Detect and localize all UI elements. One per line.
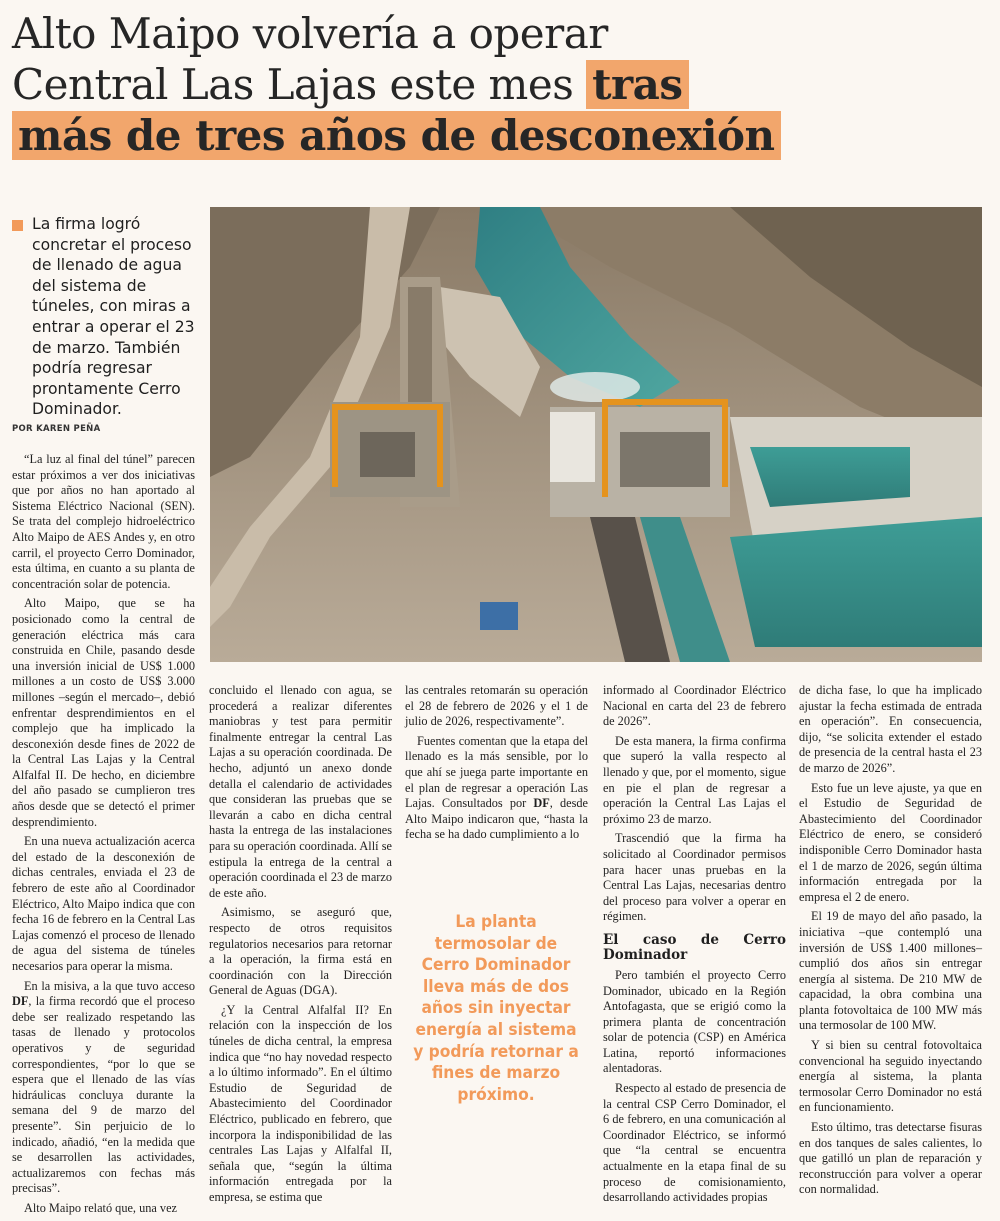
paragraph: El 19 de mayo del año pasado, la iniciativa –que contempló una inversión de US$ 1.400 millones– cumplió dos años sin entregar energía al sistema. De 210 MW de capacidad, la obra combina una planta fotovoltaica de 100 MW más una termosolar de 100 MW. [799,909,982,1033]
paragraph: informado al Coordinador Eléctrico Nacional en carta del 23 de febrero de 2026”. [603,683,786,729]
section-subhead: El caso de Cerro Dominador [603,931,786,963]
paragraph: “La luz al final del túnel” parecen estar próximos a ver dos iniciativas que por años no han aportado al Sistema Eléctrico Nacional (SEN). Se trata del complejo hidroeléctrico Alto Maipo de AES Andes y, en otro carril, el proyecto Cerro Dominador, esta última, en cuanto a su planta de concentración solar de potencia. [12,452,195,591]
text-run: En la misiva, a la que tuvo acceso [24,978,195,993]
article-column-4 [603,683,786,1210]
paragraph: Trascendió que la firma ha solicitado al Coordinador permisos para hacer unas pruebas en la Central Las Lajas, necesarias dentro del proceso para volver a operar en régimen. [603,831,786,924]
paragraph [12,979,195,1197]
headline-highlight-1: tras [586,60,688,109]
hydroelectric-intake-photo [210,207,982,662]
paragraph: Esto último, tras detectarse fisuras en dos tanques de sales calientes, lo que gatilló un plan de reparación y reconstrucción para volver a operar con normalidad. [799,1120,982,1197]
text-run: , desde Alto Maipo indicaron que, “hasta la fecha se ha dado cumplimiento a lo [405,796,588,842]
paragraph: Pero también el proyecto Cerro Dominador, ubicado en la Región Antofagasta, que se erigió como la primera planta de concentración solar de potencia (CSP) en América Latina, reportó informaciones alentadoras. [603,967,786,1076]
paragraph: ¿Y la Central Alfalfal II? En relación con la inspección de los túneles de dicha central, la empresa indica que “no hay novedad respecto a lo último informado”. En el último Estudio de Seguridad de Abastecimiento del Coordinador Eléctrico, publicado en febrero, que incorpora la indisponibilidad de las centrales Las Lajas y Alfalfal II, señala que, “según la última información entregada por la empresa, se estima que [209,1002,392,1204]
summary-text: La firma logró concretar el proceso de llenado de agua del sistema de túneles, con miras a entrar a operar el 23 de marzo. También podría regresar prontamente Cerro Dominador. [32,215,195,419]
headline-highlight-2: más de tres años de desconexión [12,111,781,160]
headline-line-1: Alto Maipo volvería a operar [12,9,608,58]
paragraph: En una nueva actualización acerca del estado de la desconexión de dichas centrales, enviada el 23 de febrero de este año al Coordinador Eléctrico, Alto Maipo indica que con fecha 16 de febrero en la Central Las Lajas comenzó el proceso de llenado de agua del sistema de túneles necesarios para operar la misma. [12,834,195,973]
paragraph: las centrales retomarán su operación el 28 de febrero de 2026 y el 1 de julio de 2026, respectivamente”. [405,683,588,729]
paragraph: Y si bien su central fotovoltaica convencional ha seguido inyectando energía al sistema, la planta termosolar Cerro Dominador no está en funcionamiento. [799,1038,982,1115]
headline [12,8,992,161]
article-column-5 [799,683,982,1202]
headline-line-2 [12,59,992,110]
paragraph: Asimismo, se aseguró que, respecto de otros requisitos regulatorios necesarios para retornar a la operación, la firma está en coordinación con la Dirección General de Aguas (DGA). [209,905,392,998]
df-mention: DF [12,994,29,1009]
text-run: , la firma recordó que el proceso debe ser realizado respetando las tasas de llenado y protocolos operativos y de seguridad correspondientes, “por lo que se espera que el llenado de las vías hidráulicas concluya durante la semana del 9 de marzo del presente”. Sin perjuicio de lo indicado, añadió, “en la medida que se desarrollen las actividades, actualizaremos con fechas más precisas”. [12,994,195,1196]
df-mention: DF [533,796,550,811]
paragraph: Esto fue un leve ajuste, ya que en el Estudio de Seguridad de Abastecimiento del Coordinador Eléctrico de enero, se consideró indisponible Cerro Dominador hasta el 1 de marzo de 2026, según última información entregada por la empresa el 2 de enero. [799,780,982,904]
paragraph [405,734,588,843]
article-column-3 [405,683,588,847]
square-bullet-icon [12,220,23,231]
paragraph: De esta manera, la firma confirma que superó la valla respecto al llenado y que, por el momento, sigue en pie el plan de regresar a operación la Central Las Lajas el próximo 23 de marzo. [603,733,786,826]
article-column-1 [12,452,195,1221]
headline-line-3 [12,110,992,161]
paragraph: concluido el llenado con agua, se procederá a realizar diferentes maniobras y test para permitir finalmente entregar la central Las Lajas a su operación coordinada. De hecho, adjuntó un anexo donde detalla el calendario de actividades que consideran las pruebas que se llevarán a cabo en dicha central hasta la entrega de las instalaciones para su operación coordinada. Allí se estipula la entrega de la central a operación coordinada el 23 de marzo de este año. [209,683,392,900]
lead-summary [12,214,200,420]
byline: POR KAREN PEÑA [12,424,101,434]
paragraph: Alto Maipo, que se ha posicionado como la central de generación eléctrica más cara construida en Chile, pasando desde una inversión inicial de US$ 1.000 millones a un costo de US$ 3.000 millones –según el mercado–, debió enfrentar desprendimientos en el complejo que ha implicado la desconexión desde fines de 2022 de la Central Las Lajas y la Central Alfalfal II. De hecho, en diciembre del año pasado se cumplieron tres años desde que se detectó el primer desprendimiento. [12,596,195,829]
text-run: Fuentes comentan que la etapa del llenado es la más sensible, por lo que ahí se juega parte importante en el plan de regresar a operación Las Lajas. Consultados por [405,733,588,811]
paragraph: Respecto al estado de presencia de la central CSP Cerro Dominador, el 6 de febrero, en una comunicación al Coordinador Eléctrico, se informó que “la central se encuentra actualmente en la etapa final de su proceso de comisionamiento, desarrollando actividades propias [603,1081,786,1205]
paragraph: de dicha fase, lo que ha implicado ajustar la fecha estimada de entrada en operación”. En consecuencia, dijo, “se solicita extender el estado de presencia de la central hasta el 23 de marzo de 2026”. [799,683,982,775]
paragraph: Alto Maipo relató que, una vez [24,1200,177,1215]
headline-line-2-plain: Central Las Lajas este mes [12,60,574,109]
pull-quote: La planta termosolar de Cerro Dominador lleva más de dos años sin inyectar energía al sistema y podría retornar a fines de marzo próximo. [413,912,579,1105]
article-column-2 [209,683,392,1210]
